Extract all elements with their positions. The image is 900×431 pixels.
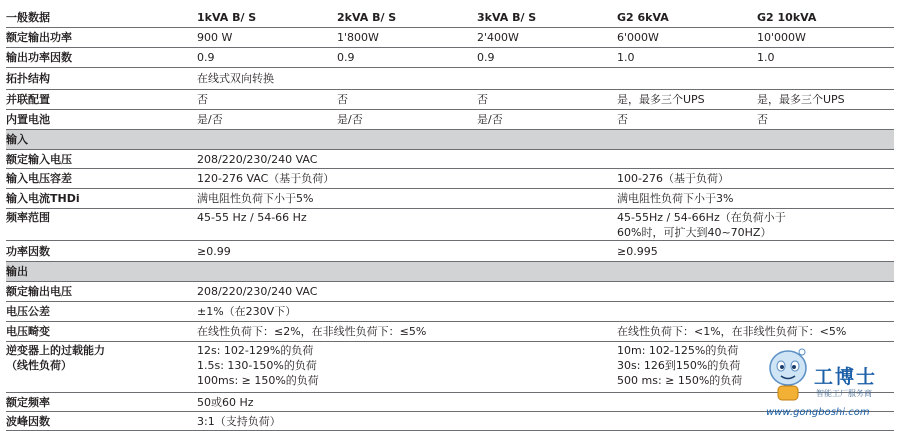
table-cell: 是/否: [477, 113, 503, 126]
col-header-3kva: 3kVA B/ S: [477, 11, 537, 24]
row-label: 额定输出功率: [6, 31, 72, 44]
row-label: （线性负荷）: [6, 359, 72, 372]
table-cell: 在线性负荷下：<1%，在非线性负荷下：<5%: [617, 325, 847, 338]
table-cell: 50或60 Hz: [197, 396, 254, 409]
col-header-2kva: 2kVA B/ S: [337, 11, 397, 24]
table-cell: 在线式双向转换: [197, 72, 274, 85]
table-cell: 208/220/230/240 VAC: [197, 153, 318, 166]
section-header-input: [6, 130, 894, 150]
table-row: [6, 48, 894, 68]
table-cell: 0.9: [197, 51, 215, 64]
table-row: [6, 282, 894, 302]
watermark-title: 工博士: [814, 366, 878, 388]
table-cell: 是/否: [337, 113, 363, 126]
table-row: [6, 110, 894, 130]
section-title: 输出: [6, 265, 28, 278]
col-header-1kva: 1kVA B/ S: [197, 11, 257, 24]
row-label: 额定输出电压: [6, 285, 72, 298]
row-label: 波峰因数: [6, 415, 50, 428]
table-cell: 100-276（基于负荷）: [617, 172, 729, 185]
table-cell: 满电阻性负荷下小于3%: [617, 192, 734, 205]
table-cell: 1.0: [617, 51, 635, 64]
row-label: 额定输入电压: [6, 153, 72, 166]
table-cell: 500 ms: ≥ 150%的负荷: [617, 374, 743, 387]
table-cell: 满电阻性负荷下小于5%: [197, 192, 314, 205]
table-row: [6, 189, 894, 209]
table-row: [6, 412, 894, 431]
table-cell: 6'000W: [617, 31, 659, 44]
table-row: [6, 393, 894, 412]
watermark-subtitle: 智能工厂服务商: [816, 389, 872, 398]
table-cell: 否: [757, 113, 768, 126]
table-cell: 30s: 126到150%的负荷: [617, 359, 741, 372]
table-cell: 120-276 VAC（基于负荷）: [197, 172, 335, 185]
table-row: [6, 342, 894, 393]
table-cell: 否: [617, 113, 628, 126]
table-cell: 1.5s: 130-150%的负荷: [197, 359, 317, 372]
row-label: 频率范围: [6, 211, 50, 224]
table-cell: 10m: 102-125%的负荷: [617, 344, 739, 357]
table-cell: 3:1（支持负荷）: [197, 415, 281, 428]
row-label: 电压畸变: [6, 325, 50, 338]
table-cell: 900 W: [197, 31, 233, 44]
table-cell: 是/否: [197, 113, 223, 126]
table-cell: 是，最多三个UPS: [757, 93, 845, 106]
col-header-10kva: G2 10kVA: [757, 11, 817, 24]
watermark-url: www.gongboshi.com: [766, 407, 870, 418]
col-header-6kva: G2 6kVA: [617, 11, 669, 24]
row-label: 额定频率: [6, 396, 50, 409]
table-cell: 100ms: ≥ 150%的负荷: [197, 374, 319, 387]
row-label: 并联配置: [6, 93, 50, 106]
table-cell: 10'000W: [757, 31, 806, 44]
header-label: 一般数据: [6, 11, 50, 24]
table-cell: 否: [197, 93, 208, 106]
table-cell: 在线性负荷下：≤2%，在非线性负荷下：≤5%: [197, 325, 427, 338]
table-cell: 否: [337, 93, 348, 106]
robot-mascot-icon: [764, 346, 812, 404]
watermark-logo: [762, 346, 898, 428]
table-cell: 1.0: [757, 51, 775, 64]
table-cell: 2'400W: [477, 31, 519, 44]
section-header-output: [6, 262, 894, 282]
table-row: [6, 322, 894, 342]
table-row: [6, 241, 894, 262]
table-cell: ≥0.995: [617, 245, 658, 258]
table-cell: 12s: 102-129%的负荷: [197, 344, 314, 357]
section-title: 输入: [6, 133, 28, 146]
header-row: [6, 8, 894, 28]
table-cell: 0.9: [337, 51, 355, 64]
table-cell: 60%时，可扩大到40~70HZ）: [617, 226, 772, 239]
table-cell: 45-55 Hz / 54-66 Hz: [197, 211, 307, 224]
table-cell: 否: [477, 93, 488, 106]
row-label: 输入电流THDi: [6, 192, 80, 205]
table-row: [6, 90, 894, 110]
table-row: [6, 68, 894, 90]
table-row: [6, 150, 894, 169]
row-label: 电压公差: [6, 305, 50, 318]
table-row: [6, 302, 894, 322]
table-cell: 208/220/230/240 VAC: [197, 285, 318, 298]
row-label: 内置电池: [6, 113, 50, 126]
table-row: [6, 169, 894, 189]
table-row: [6, 28, 894, 48]
table-row: [6, 209, 894, 241]
table-cell: 45-55Hz / 54-66Hz（在负荷小于: [617, 211, 786, 224]
table-cell: ≥0.99: [197, 245, 231, 258]
table-cell: 0.9: [477, 51, 495, 64]
table-cell: 1'800W: [337, 31, 379, 44]
table-cell: ±1%（在230V下）: [197, 305, 297, 318]
row-label: 逆变器上的过载能力: [6, 344, 105, 357]
table-cell: 是，最多三个UPS: [617, 93, 705, 106]
row-label: 功率因数: [6, 245, 50, 258]
row-label: 输入电压容差: [6, 172, 72, 185]
row-label: 拓扑结构: [6, 72, 50, 85]
row-label: 输出功率因数: [6, 51, 72, 64]
